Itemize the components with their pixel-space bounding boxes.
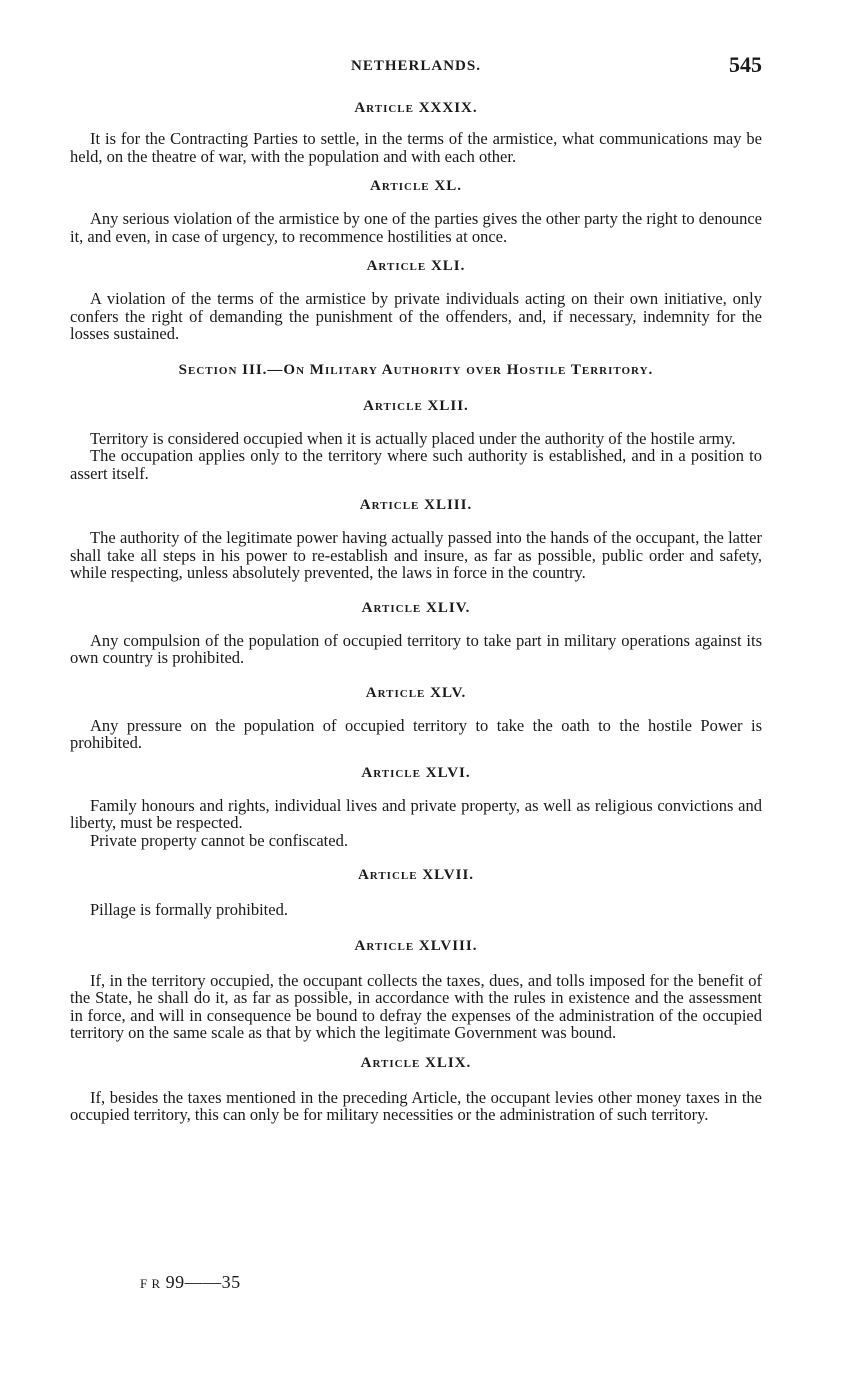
article-paragraph: A violation of the terms of the armistice by private individuals acting on their own initiative, only confers the right of demanding the punishment of the offenders, and, if necessary, indemnity for the losses sustained. <box>70 289 762 343</box>
running-head <box>70 48 762 88</box>
article-paragraph: If, besides the taxes mentioned in the preceding Article, the occupant levies other money taxes in the occupied territory, this can only be for military necessities or the administration of such territory. <box>70 1087 762 1124</box>
article-heading: Article XLI. <box>366 258 466 274</box>
article-heading: Article XLVII. <box>357 867 475 883</box>
article-paragraph: Private property cannot be confiscated. <box>90 830 348 850</box>
section-heading: Section III.—On Military Authority over Hostile Territory. <box>178 361 654 378</box>
running-title: NETHERLANDS. <box>351 58 481 74</box>
article-paragraph: The authority of the legitimate power having actually passed into the hands of the occupant, the latter shall take all steps in his power to re-establish and insure, as far as possible, public order and safety, while respecting, unless absolutely prevented, the laws in force in the country. <box>70 528 762 582</box>
article-heading: Article XLVI. <box>361 764 471 781</box>
signature-prefix: F R <box>140 1276 161 1291</box>
printer-signature <box>140 1272 241 1293</box>
article-paragraph: Any serious violation of the armistice by one of the parties gives the other party the right to denounce it, and even, in case of urgency, to recommence hostilities at once. <box>70 209 762 246</box>
article-heading: Article XL. <box>370 178 462 194</box>
article-paragraph: Pillage is formally prohibited. <box>90 900 288 919</box>
article-paragraph: It is for the Contracting Parties to settle, in the terms of the armistice, what communications may be held, on the theatre of war, with the population and with each other. <box>70 129 762 166</box>
article-paragraph: Territory is considered occupied when it is actually placed under the authority of the hostile army. <box>90 428 736 448</box>
article-heading: Article XLII. <box>363 397 469 414</box>
signature-number: 99——35 <box>165 1272 241 1292</box>
article-heading: Article XLIX. <box>360 1054 472 1071</box>
article-paragraph: Family honours and rights, individual lives and private property, as well as religious convictions and liberty, must be respected. <box>70 795 762 832</box>
article-paragraph: The occupation applies only to the territory where such authority is established, and in a position to assert itself. <box>70 446 762 483</box>
article-heading: Article XXXIX. <box>354 100 478 116</box>
page-number: 545 <box>729 52 762 77</box>
article-heading: Article XLV. <box>365 684 467 701</box>
article-paragraph: Any compulsion of the population of occupied territory to take part in military operations against its own country is prohibited. <box>70 630 762 667</box>
article-heading: Article XLVIII. <box>354 937 478 954</box>
article-heading: Article XLIII. <box>359 497 473 513</box>
article-heading: Article XLIV. <box>361 599 471 616</box>
article-paragraph: Any pressure on the population of occupied territory to take the oath to the hostile Power is prohibited. <box>70 715 762 752</box>
article-paragraph: If, in the territory occupied, the occupant collects the taxes, dues, and tolls imposed for the benefit of the State, he shall do it, as far as possible, in accordance with the rules in existence and the assessment in force, and will in consequence be bound to defray the expenses of the administration of the occupied territory on the same scale as that by which the legitimate Government was bound. <box>70 970 762 1042</box>
page <box>70 48 762 1124</box>
